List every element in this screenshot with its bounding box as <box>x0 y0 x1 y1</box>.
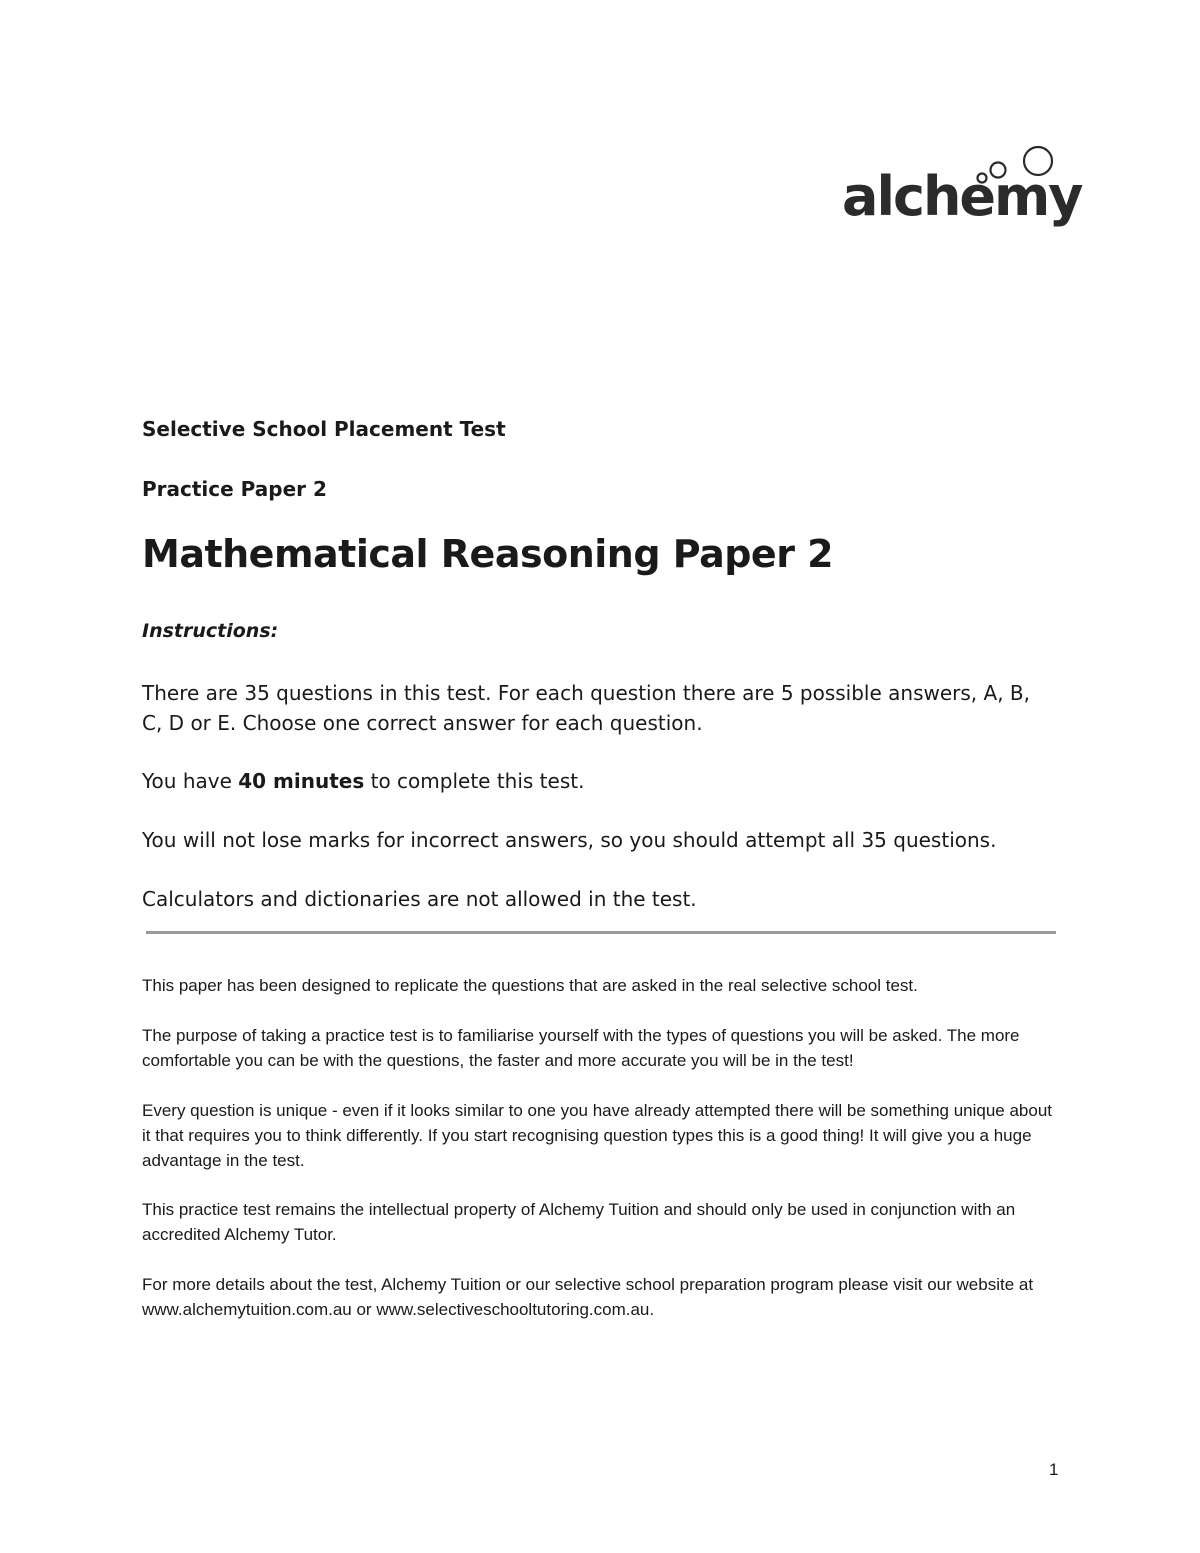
instruction-calculators: Calculators and dictionaries are not allowed in the test. <box>142 887 697 911</box>
alchemy-logo <box>842 140 1082 240</box>
section-divider <box>146 931 1056 934</box>
practice-paper-label: Practice Paper 2 <box>142 477 327 501</box>
instruction-time-before: You have <box>142 769 239 793</box>
note-property: This practice test remains the intellectual property of Alchemy Tuition and should only be used in conjunction with an accredited Alchemy Tutor. <box>142 1200 1016 1244</box>
instructions-heading: Instructions: <box>142 620 279 642</box>
note-unique: Every question is unique - even if it looks similar to one you have already attempted there will be something unique about it that requires you to think differently. If you start recognising question types this is a good thing! It will give you a huge advantage in the test. <box>142 1101 1053 1170</box>
instruction-time <box>142 766 1052 796</box>
instruction-time-after: to complete this test. <box>364 769 585 793</box>
page-number: 1 <box>1049 1460 1059 1479</box>
instruction-marks: You will not lose marks for incorrect answers, so you should attempt all 35 questions. <box>142 828 997 852</box>
test-name: Selective School Placement Test <box>142 417 506 441</box>
note-purpose: The purpose of taking a practice test is to familiarise yourself with the types of questions you will be asked. The more comfortable you can be with the questions, the faster and more accurate you will be in the test! <box>142 1026 1020 1070</box>
page-title: Mathematical Reasoning Paper 2 <box>142 532 834 576</box>
note-website: For more details about the test, Alchemy Tuition or our selective school preparation program please visit our website at www.alchemytuition.com.au or www.selectiveschooltutoring.com.au. <box>142 1275 1034 1319</box>
instruction-questions: There are 35 questions in this test. For each question there are 5 possible answers, A, B, C, D or E. Choose one correct answer for each question. <box>142 681 1030 735</box>
logo-wordmark: alchemy <box>842 165 1082 228</box>
instruction-time-bold: 40 minutes <box>238 769 365 793</box>
note-replicate: This paper has been designed to replicate the questions that are asked in the real selective school test. <box>142 976 918 995</box>
